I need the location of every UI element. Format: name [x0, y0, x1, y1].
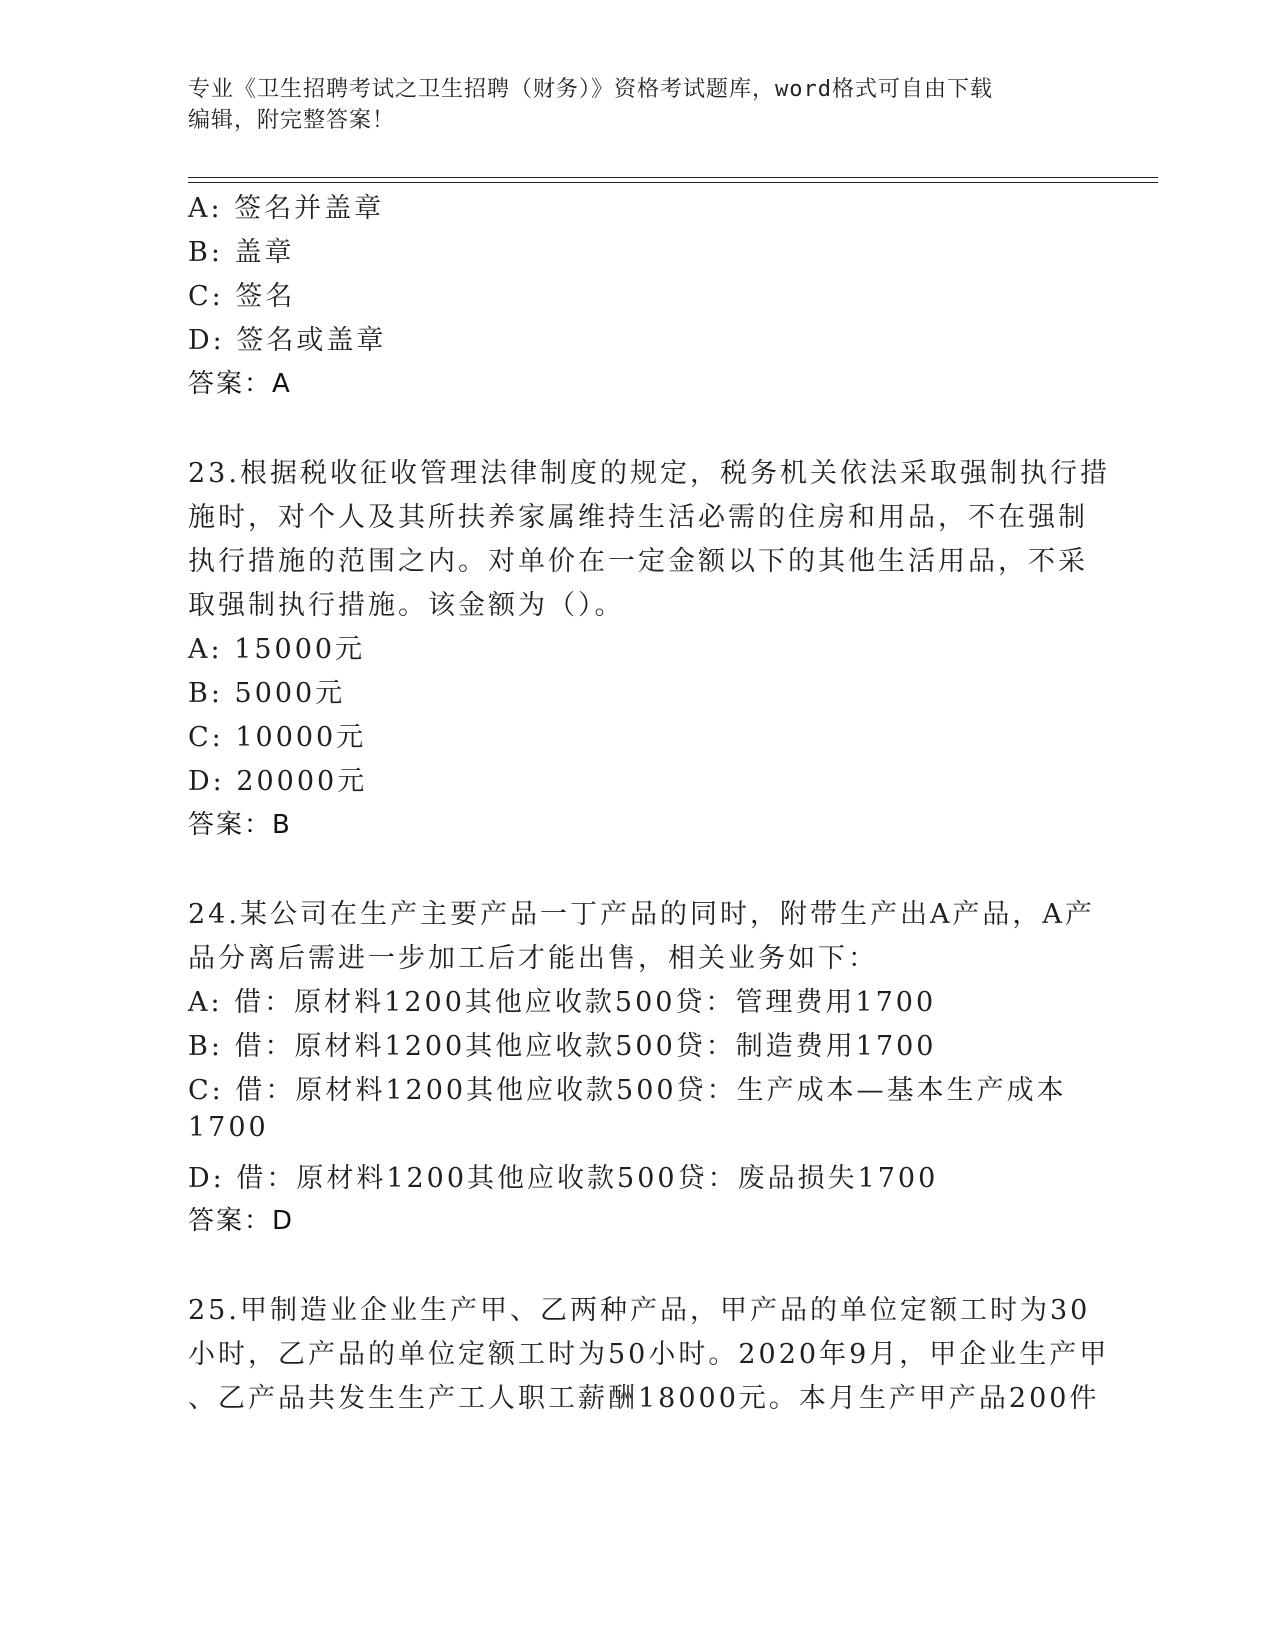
q25-stem-line: 小时，乙产品的单位定额工时为50小时。2020年9月，甲企业生产甲	[188, 1339, 1110, 1370]
q23-stem-line: 施时，对个人及其所扶养家属维持生活必需的住房和用品，不在强制	[188, 502, 1088, 533]
q24-option-c: C: 借：原材料1200其他应收款500贷：生产成本—基本生产成本	[188, 1075, 1067, 1106]
q25-stem-line: 、乙产品共发生生产工人职工薪酬18000元。本月生产甲产品200件	[188, 1383, 1100, 1414]
q22-option-b: B: 盖章	[188, 237, 295, 268]
q23-option-c: C: 10000元	[188, 722, 367, 753]
q24-option-b: B: 借：原材料1200其他应收款500贷：制造费用1700	[188, 1031, 937, 1062]
q22-option-c: C: 签名	[188, 281, 296, 312]
header-divider-bottom	[188, 182, 1158, 183]
q23-option-a: A: 15000元	[188, 634, 366, 665]
q25-stem-line: 25.甲制造业企业生产甲、乙两种产品，甲产品的单位定额工时为30	[188, 1295, 1091, 1326]
header-line-2: 编辑，附完整答案！	[188, 108, 396, 133]
q22-option-d: D: 签名或盖章	[188, 325, 387, 356]
q24-stem-line: 24.某公司在生产主要产品一丁产品的同时，附带生产出A产品，A产	[188, 899, 1095, 930]
q24-option-a: A: 借：原材料1200其他应收款500贷：管理费用1700	[188, 987, 937, 1018]
q23-stem-line: 执行措施的范围之内。对单价在一定金额以下的其他生活用品，不采	[188, 546, 1088, 577]
q23-answer: 答案：B	[188, 810, 292, 840]
q23-stem-line: 23.根据税收征收管理法律制度的规定，税务机关依法采取强制执行措	[188, 458, 1110, 489]
q23-option-b: B: 5000元	[188, 678, 346, 709]
q24-answer: 答案：D	[188, 1206, 295, 1236]
q23-stem-line: 取强制执行措施。该金额为（）。	[188, 590, 625, 621]
header-line-1: 专业《卫生招聘考试之卫生招聘（财务）》资格考试题库，word格式可自由下载	[188, 77, 993, 102]
q24-option-c-continued: 1700	[188, 1112, 269, 1143]
q22-option-a: A: 签名并盖章	[188, 193, 385, 224]
q24-option-d: D: 借：原材料1200其他应收款500贷：废品损失1700	[188, 1163, 939, 1194]
header-divider-top	[188, 177, 1158, 178]
q24-stem-line: 品分离后需进一步加工后才能出售，相关业务如下：	[188, 943, 878, 974]
q22-answer: 答案：A	[188, 369, 292, 399]
document-header	[188, 74, 1088, 136]
q23-option-d: D: 20000元	[188, 766, 368, 797]
